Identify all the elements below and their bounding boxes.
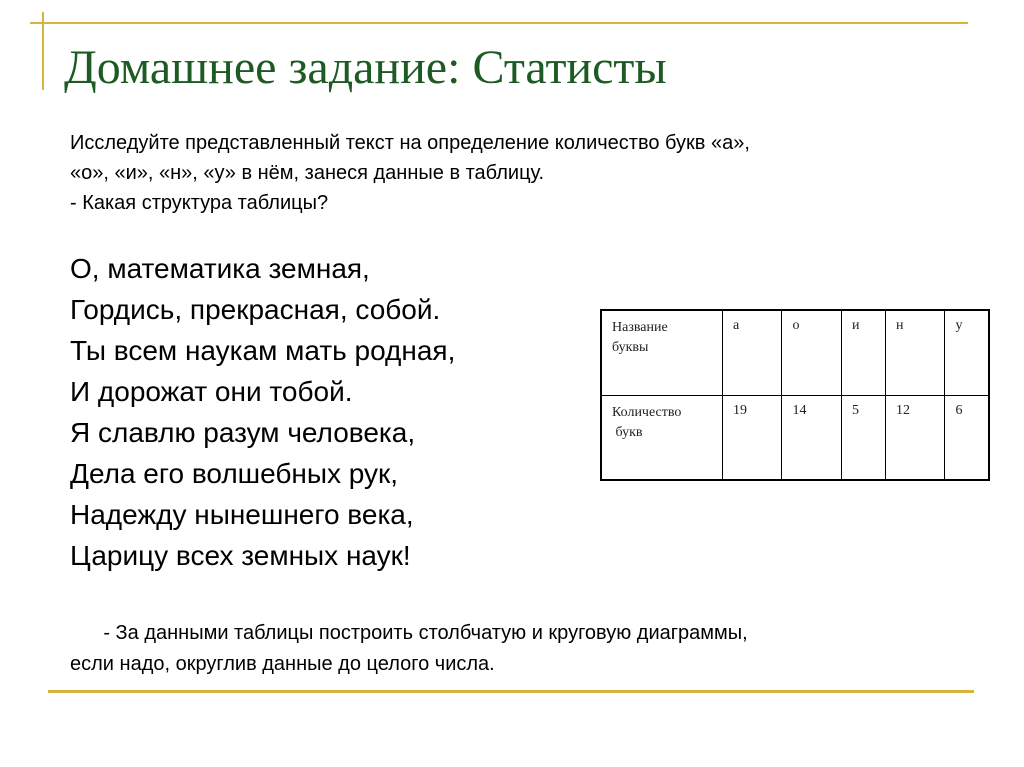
poem-line: Ты всем наукам мать родная, [70,335,456,366]
slide-title: Домашнее задание: Статисты [64,41,667,94]
table-cell-count: 14 [782,395,841,480]
row-label-letter-count: Количество букв [601,395,723,480]
table-cell-count: 19 [723,395,782,480]
frame-top-line [30,22,968,24]
intro-line: - Какая структура таблицы? [70,192,329,214]
task-line: - За данными таблицы построить столбчатую и круговую диаграммы, [70,622,748,644]
poem-line: И дорожат они тобой. [70,376,353,407]
poem-line: Гордись, прекрасная, собой. [70,294,441,325]
poem-line: О, математика земная, [70,253,370,284]
table-row [601,310,989,395]
poem-line: Я славлю разум человека, [70,417,416,448]
table-cell-count: 6 [945,395,989,480]
table-cell-count: 5 [841,395,885,480]
frame-left-line [42,12,44,90]
task-text [70,618,990,680]
table-cell-count: 12 [885,395,944,480]
intro-text [70,128,970,218]
table-cell-letter: и [841,310,885,395]
poem [70,248,570,576]
table-cell-letter: а [723,310,782,395]
poem-line: Дела его волшебных рук, [70,458,399,489]
frame-bottom-line [48,690,974,693]
letter-count-table [600,309,990,481]
table-cell-letter: н [885,310,944,395]
poem-line: Царицу всех земных наук! [70,540,411,571]
table-cell-letter: о [782,310,841,395]
task-line: если надо, округлив данные до целого числа. [70,653,495,675]
intro-line: «о», «и», «н», «у» в нём, занеся данные в таблицу. [70,162,545,184]
row-label-letter-name: Название буквы [601,310,723,395]
intro-line: Исследуйте представленный текст на определение количество букв «а», [70,132,750,154]
table-cell-letter: у [945,310,989,395]
table-row [601,395,989,480]
poem-line: Надежду нынешнего века, [70,499,414,530]
